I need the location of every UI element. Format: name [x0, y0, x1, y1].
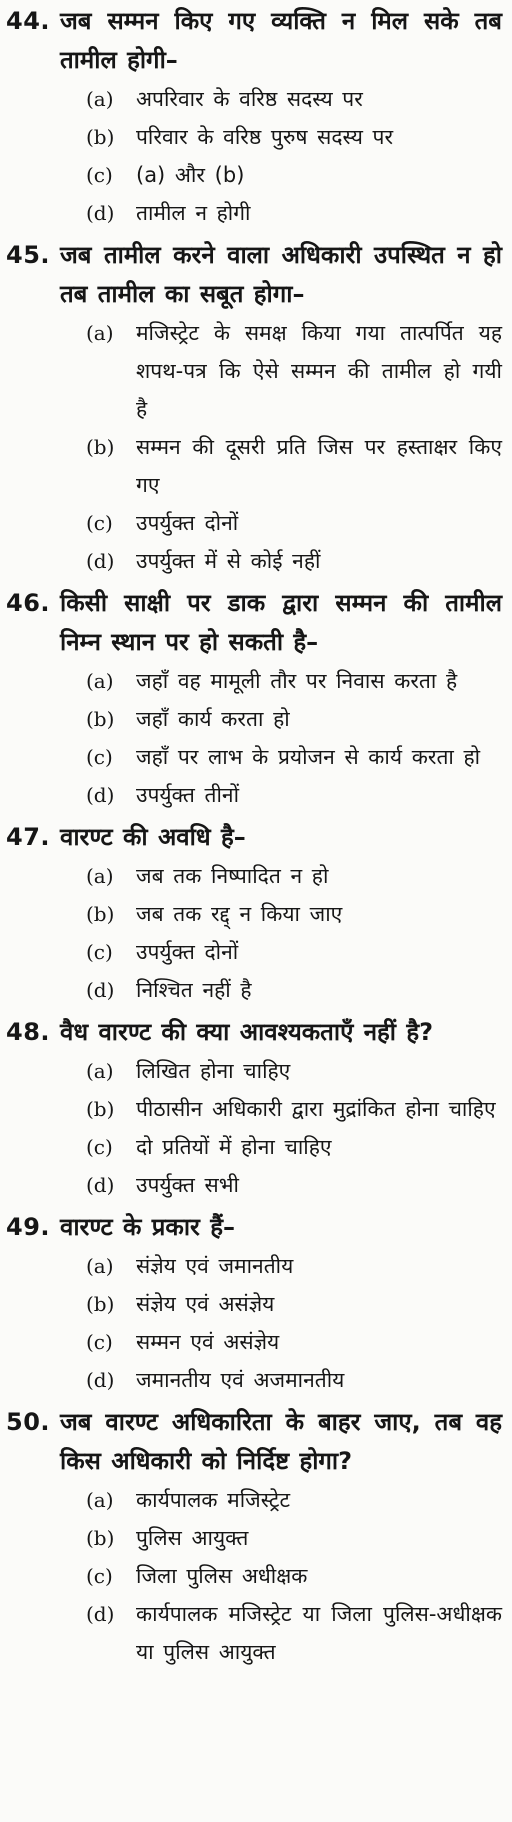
question-number: 49.: [6, 1213, 51, 1241]
option-c: [86, 1557, 502, 1595]
option-label: (a): [86, 864, 114, 888]
option-d: [86, 971, 502, 1009]
option-text: लिखित होना चाहिए: [136, 1059, 291, 1083]
question-heading: [6, 2, 502, 80]
option-text: जब तक निष्पादित न हो: [136, 864, 329, 888]
option-b: [86, 428, 502, 504]
option-text: उपर्युक्त दोनों: [136, 511, 239, 535]
option-d: [86, 776, 502, 814]
option-text: अपरिवार के वरिष्ठ सदस्य पर: [136, 87, 363, 111]
option-b: [86, 118, 502, 156]
option-text: सम्मन की दूसरी प्रति जिस पर हस्ताक्षर किए गए: [136, 435, 502, 497]
option-label: (b): [86, 1526, 115, 1550]
option-a: [86, 80, 502, 118]
question-heading: [6, 1403, 502, 1481]
option-text: संज्ञेय एवं जमानतीय: [136, 1254, 294, 1278]
question-heading: [6, 584, 502, 662]
option-text: कार्यपालक मजिस्ट्रेट या जिला पुलिस-अधीक्षक या पुलिस आयुक्त: [136, 1602, 502, 1664]
option-text: जहाँ पर लाभ के प्रयोजन से कार्य करता हो: [136, 745, 481, 769]
option-d: [86, 542, 502, 580]
option-d: [86, 1361, 502, 1399]
question-text: वैध वारण्ट की क्या आवश्यकताएँ नहीं है?: [60, 1018, 434, 1046]
question-46: [6, 584, 502, 814]
option-label: (c): [86, 1135, 113, 1159]
question-44: [6, 2, 502, 232]
option-label: (b): [86, 1097, 115, 1121]
option-a: [86, 1481, 502, 1519]
option-label: (a): [86, 1059, 114, 1083]
question-text: जब तामील करने वाला अधिकारी उपस्थित न हो तब तामील का सबूत होगा–: [60, 241, 502, 308]
option-text: जिला पुलिस अधीक्षक: [136, 1564, 308, 1588]
option-text: उपर्युक्त दोनों: [136, 940, 239, 964]
option-label: (d): [86, 1602, 115, 1626]
option-b: [86, 895, 502, 933]
question-heading: [6, 1013, 502, 1052]
option-label: (b): [86, 1292, 115, 1316]
question-49: [6, 1208, 502, 1399]
option-label: (a): [86, 1488, 114, 1512]
question-number: 45.: [6, 241, 51, 269]
option-c: [86, 504, 502, 542]
question-text: किसी साक्षी पर डाक द्वारा सम्मन की तामील निम्न स्थान पर हो सकती है–: [60, 589, 502, 656]
option-b: [86, 1090, 502, 1128]
option-c: [86, 156, 502, 194]
option-d: [86, 1166, 502, 1204]
option-c: [86, 1323, 502, 1361]
question-number: 44.: [6, 7, 51, 35]
option-label: (b): [86, 902, 115, 926]
option-label: (a): [86, 669, 114, 693]
option-c: [86, 738, 502, 776]
option-text: परिवार के वरिष्ठ पुरुष सदस्य पर: [136, 125, 394, 149]
option-label: (c): [86, 163, 113, 187]
option-text: पुलिस आयुक्त: [136, 1526, 249, 1550]
option-label: (d): [86, 1173, 115, 1197]
option-a: [86, 314, 502, 428]
option-text: जमानतीय एवं अजमानतीय: [136, 1368, 345, 1392]
question-text: वारण्ट के प्रकार हैं–: [60, 1213, 235, 1241]
option-c: [86, 1128, 502, 1166]
option-label: (c): [86, 1330, 113, 1354]
option-label: (d): [86, 549, 115, 573]
question-50: [6, 1403, 502, 1671]
option-text: सम्मन एवं असंज्ञेय: [136, 1330, 280, 1354]
question-text: वारण्ट की अवधि है–: [60, 823, 246, 851]
option-label: (d): [86, 1368, 115, 1392]
option-d: [86, 194, 502, 232]
option-text: निश्चित नहीं है: [136, 978, 252, 1002]
question-number: 46.: [6, 589, 51, 617]
option-a: [86, 1247, 502, 1285]
option-a: [86, 662, 502, 700]
option-text: उपर्युक्त तीनों: [136, 783, 240, 807]
option-c: [86, 933, 502, 971]
option-label: (a): [86, 321, 114, 345]
option-label: (a): [86, 87, 114, 111]
option-a: [86, 1052, 502, 1090]
option-label: (c): [86, 940, 113, 964]
option-text: जहाँ वह मामूली तौर पर निवास करता है: [136, 669, 458, 693]
question-text: जब वारण्ट अधिकारिता के बाहर जाए, तब वह किस अधिकारी को निर्दिष्ट होगा?: [60, 1408, 502, 1475]
option-b: [86, 1285, 502, 1323]
option-label: (c): [86, 745, 113, 769]
option-label: (d): [86, 201, 115, 225]
question-number: 47.: [6, 823, 51, 851]
option-label: (b): [86, 435, 115, 459]
option-text: तामील न होगी: [136, 201, 251, 225]
option-label: (a): [86, 1254, 114, 1278]
option-label: (b): [86, 125, 115, 149]
question-text: जब सम्मन किए गए व्यक्ति न मिल सके तब तामील होगी–: [60, 7, 502, 74]
question-number: 48.: [6, 1018, 51, 1046]
option-label: (c): [86, 1564, 113, 1588]
option-text: दो प्रतियों में होना चाहिए: [136, 1135, 332, 1159]
question-number: 50.: [6, 1408, 51, 1436]
option-text: जब तक रद्द् न किया जाए: [136, 902, 343, 926]
question-45: [6, 236, 502, 580]
option-text: कार्यपालक मजिस्ट्रेट: [136, 1488, 291, 1512]
option-text: जहाँ कार्य करता हो: [136, 707, 290, 731]
option-a: [86, 857, 502, 895]
question-47: [6, 818, 502, 1009]
option-d: [86, 1595, 502, 1671]
option-text: पीठासीन अधिकारी द्वारा मुद्रांकित होना चाहिए: [136, 1097, 496, 1121]
option-text: मजिस्ट्रेट के समक्ष किया गया तात्पर्पित यह शपथ-पत्र कि ऐसे सम्मन की तामील हो गयी है: [136, 321, 502, 421]
question-heading: [6, 818, 502, 857]
option-label: (d): [86, 783, 115, 807]
option-label: (c): [86, 511, 113, 535]
question-heading: [6, 236, 502, 314]
option-b: [86, 700, 502, 738]
option-text: (a) और (b): [136, 163, 245, 187]
option-label: (d): [86, 978, 115, 1002]
question-48: [6, 1013, 502, 1204]
option-text: उपर्युक्त में से कोई नहीं: [136, 549, 321, 573]
option-text: संज्ञेय एवं असंज्ञेय: [136, 1292, 275, 1316]
option-text: उपर्युक्त सभी: [136, 1173, 239, 1197]
option-label: (b): [86, 707, 115, 731]
question-heading: [6, 1208, 502, 1247]
option-b: [86, 1519, 502, 1557]
